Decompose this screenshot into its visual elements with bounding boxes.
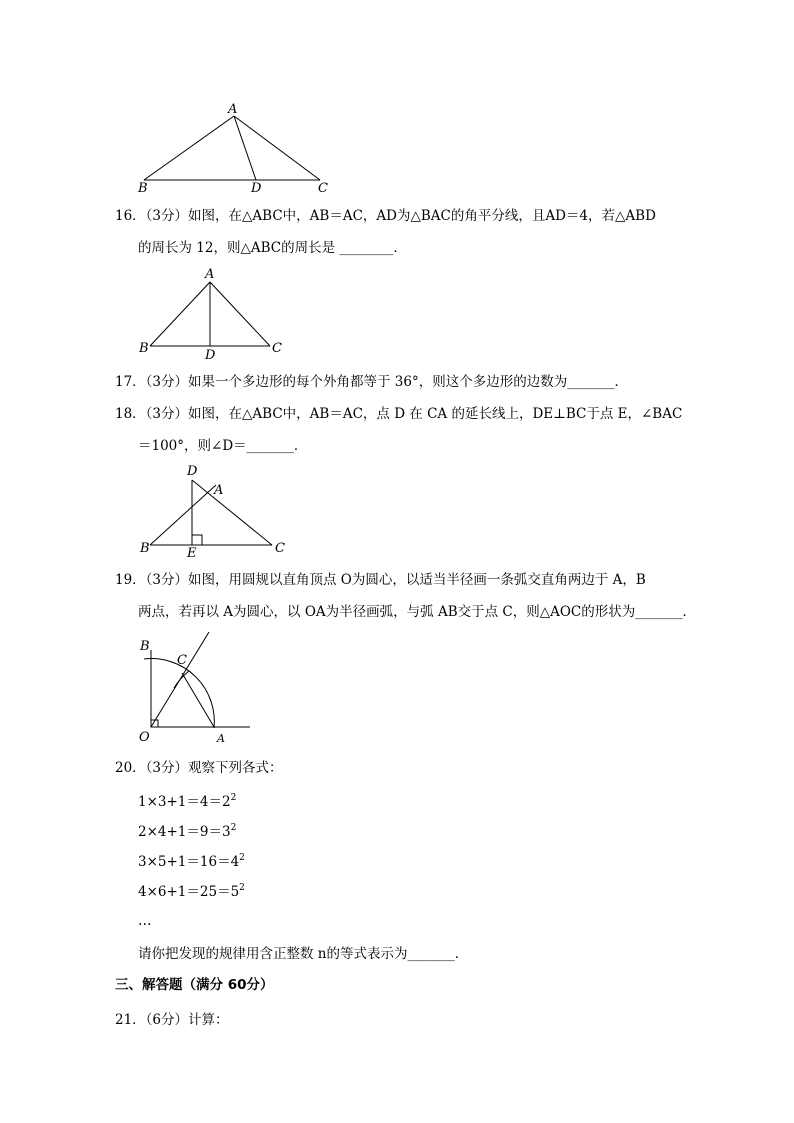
q19-line2: 两点，若再以 A为圆心，以 OA为半径画弧，与弧 AB交于点 C，则△AOC的形状为_______． [138,604,697,620]
q16-line2: 的周长为 12，则△ABC的周长是 ________． [138,240,407,256]
q16-line1: 16．（3分）如图，在△ABC中，AB＝AC，AD为△BAC的角平分线，且AD＝4，若△ABD [115,208,656,224]
q20-ellipsis: … [138,913,152,929]
label-C: C [177,653,187,668]
q20-eq-4 [138,883,245,901]
q18-line1: 18．（3分）如图，在△ABC中，AB＝AC，点 D 在 CA 的延长线上，DE⊥BC于点 E，∠BAC [115,406,683,422]
figure-q18-triangle [130,460,300,560]
label-D: D [205,348,216,363]
eq-base: 2×4+1＝9＝3 [138,824,231,840]
label-A: A [205,267,215,282]
q20-eq-3 [138,853,245,871]
q19-line1: 19．（3分）如图，用圆规以直角顶点 O为圆心，以适当半径画一条弧交直角两边于 A，B [115,572,646,588]
q20-line1: 20．（3分）观察下列各式： [115,760,283,776]
label-B: B [139,341,149,356]
figure-q15-triangle [130,100,340,198]
label-A: A [228,102,238,117]
label-A: A [214,483,224,498]
figure-q19-compass [130,628,260,748]
label-D: D [251,181,262,196]
q20-eq-1 [138,793,236,811]
label-A: A [217,732,225,745]
eq-base: 4×6+1＝25＝5 [138,884,240,900]
q21-line1: 21．（6分）计算： [115,1012,229,1028]
section-title: 三、解答题（满分 60分） [115,977,274,993]
label-D: D [187,464,198,479]
q18-line2: ＝100°，则∠D＝_______． [138,438,308,454]
eq-exponent: 2 [230,793,237,803]
label-B: B [140,639,150,654]
label-O: O [139,730,150,745]
eq-base: 1×3+1＝4＝2 [138,794,231,810]
eq-exponent: 2 [239,853,245,863]
q20-prompt: 请你把发现的规律用含正整数 n的等式表示为_______． [138,946,469,962]
label-B: B [138,181,148,196]
label-E: E [187,546,197,560]
eq-exponent: 2 [239,883,245,893]
label-C: C [318,181,328,196]
q20-eq-2 [138,823,236,841]
q17-line1: 17．（3分）如果一个多边形的每个外角都等于 36°，则这个多边形的边数为_______． [115,374,628,390]
label-B: B [140,541,150,556]
eq-exponent: 2 [230,823,237,833]
label-C: C [272,341,282,356]
label-C: C [275,541,285,556]
eq-base: 3×5+1＝16＝4 [138,854,240,870]
figure-q16-triangle [130,264,300,364]
